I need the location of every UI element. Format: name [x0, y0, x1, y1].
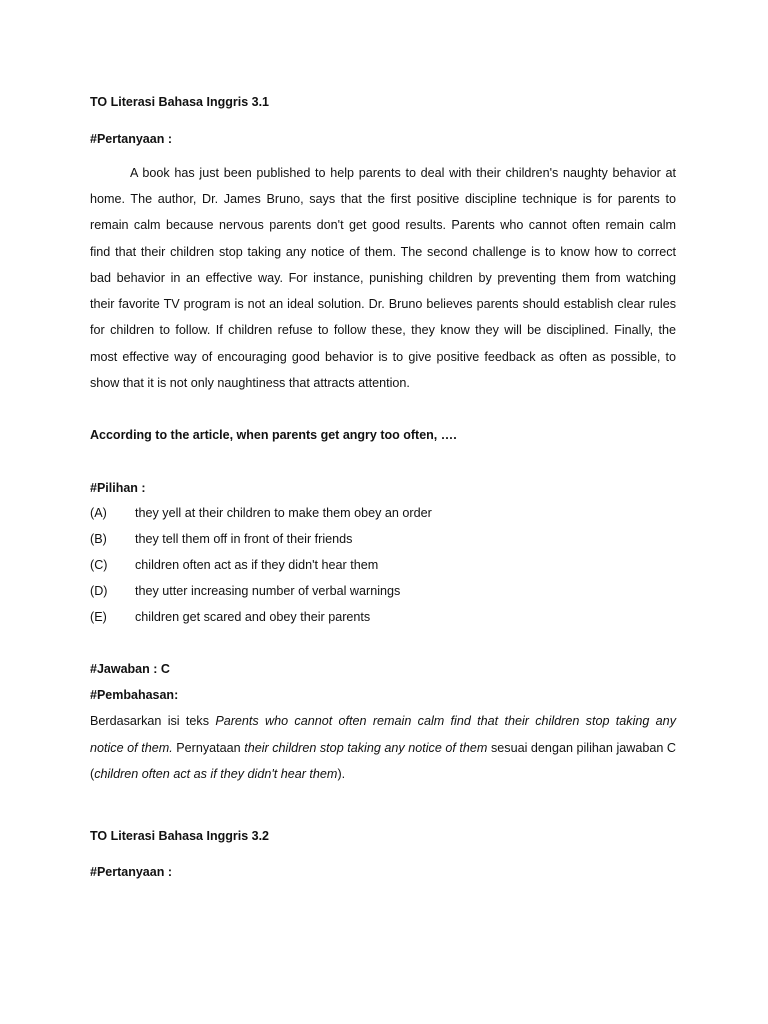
question-label: #Pertanyaan :: [90, 132, 172, 146]
options-label: #Pilihan :: [90, 481, 146, 495]
discussion-line-1-text: [90, 714, 676, 729]
passage-line-1-text: A book has just been published to help parents to deal with their children's naughty behavior at: [130, 166, 676, 180]
option-letter: (D): [90, 584, 108, 598]
passage-line-5-text: bad behavior in an effective way. For instance, punishing children by preventing them from watching: [90, 271, 676, 285]
section-title-3-2: TO Literasi Bahasa Inggris 3.2: [90, 829, 270, 843]
option-e: [90, 610, 676, 626]
discussion-text: sesuai dengan pilihan jawaban C: [487, 741, 676, 755]
passage-line-4: [90, 245, 676, 260]
discussion-quote: their children stop taking any notice of them: [244, 741, 488, 755]
option-text: they tell them off in front of their friends: [135, 532, 353, 546]
discussion-quote: children often act as if they didn't hear them: [94, 767, 338, 781]
discussion-line-3: [90, 767, 345, 782]
passage-line-2: [90, 192, 676, 207]
passage-line-4-text: find that their children stop taking any notice of them. The second challenge is to know how to correct: [90, 245, 676, 259]
discussion-quote: notice of them.: [90, 741, 173, 755]
discussion-line-1: [90, 714, 676, 729]
discussion-line-2-text: [90, 741, 676, 756]
option-letter: (A): [90, 506, 107, 520]
discussion-line-2: [90, 741, 676, 756]
discussion-text: (: [90, 767, 95, 781]
option-letter: (E): [90, 610, 107, 624]
section-title-3-1: TO Literasi Bahasa Inggris 3.1: [90, 95, 270, 109]
answer-label: #Jawaban : C: [90, 662, 170, 676]
passage-line-7: [90, 323, 676, 338]
question-label-2: #Pertanyaan :: [90, 865, 172, 879]
option-text: children often act as if they didn't hear them: [135, 558, 379, 572]
discussion-quote: Parents who cannot often remain calm find that their children stop taking any: [215, 714, 676, 728]
option-c: [90, 558, 676, 574]
passage-line-3: [90, 218, 676, 233]
passage-line-8-text: most effective way of encouraging good behavior is to give positive feedback as often as possible, to: [90, 350, 676, 364]
option-letter: (C): [90, 558, 108, 572]
discussion-text: ).: [337, 767, 346, 781]
option-text: children get scared and obey their parents: [135, 610, 371, 624]
option-letter: (B): [90, 532, 107, 546]
discussion-text: Berdasarkan isi teks: [90, 714, 216, 728]
option-d: [90, 584, 676, 600]
discussion-label: #Pembahasan:: [90, 688, 179, 702]
passage-line-2-text: home. The author, Dr. James Bruno, says that the first positive discipline technique is for parents to: [90, 192, 676, 206]
option-text: they utter increasing number of verbal warnings: [135, 584, 401, 598]
passage-line-9-text: show that it is not only naughtiness that attracts attention.: [90, 376, 410, 390]
passage-line-8: [90, 350, 676, 365]
discussion-text: Pernyataan: [172, 741, 245, 755]
passage-line-9: [90, 376, 410, 391]
passage-line-6: [90, 297, 676, 312]
question-text: According to the article, when parents get angry too often, ….: [90, 428, 457, 442]
passage-line-3-text: remain calm because nervous parents don't get good results. Parents who cannot often remain calm: [90, 218, 676, 232]
option-text: they yell at their children to make them obey an order: [135, 506, 432, 520]
passage-line-1: [130, 166, 676, 181]
passage-line-6-text: their favorite TV program is not an ideal solution. Dr. Bruno believes parents should establish clear rules: [90, 297, 676, 311]
passage-line-7-text: for children to follow. If children refuse to follow these, they know they will be disciplined. Finally, the: [90, 323, 676, 337]
option-a: [90, 506, 676, 522]
option-b: [90, 532, 676, 548]
passage-line-5: [90, 271, 676, 286]
